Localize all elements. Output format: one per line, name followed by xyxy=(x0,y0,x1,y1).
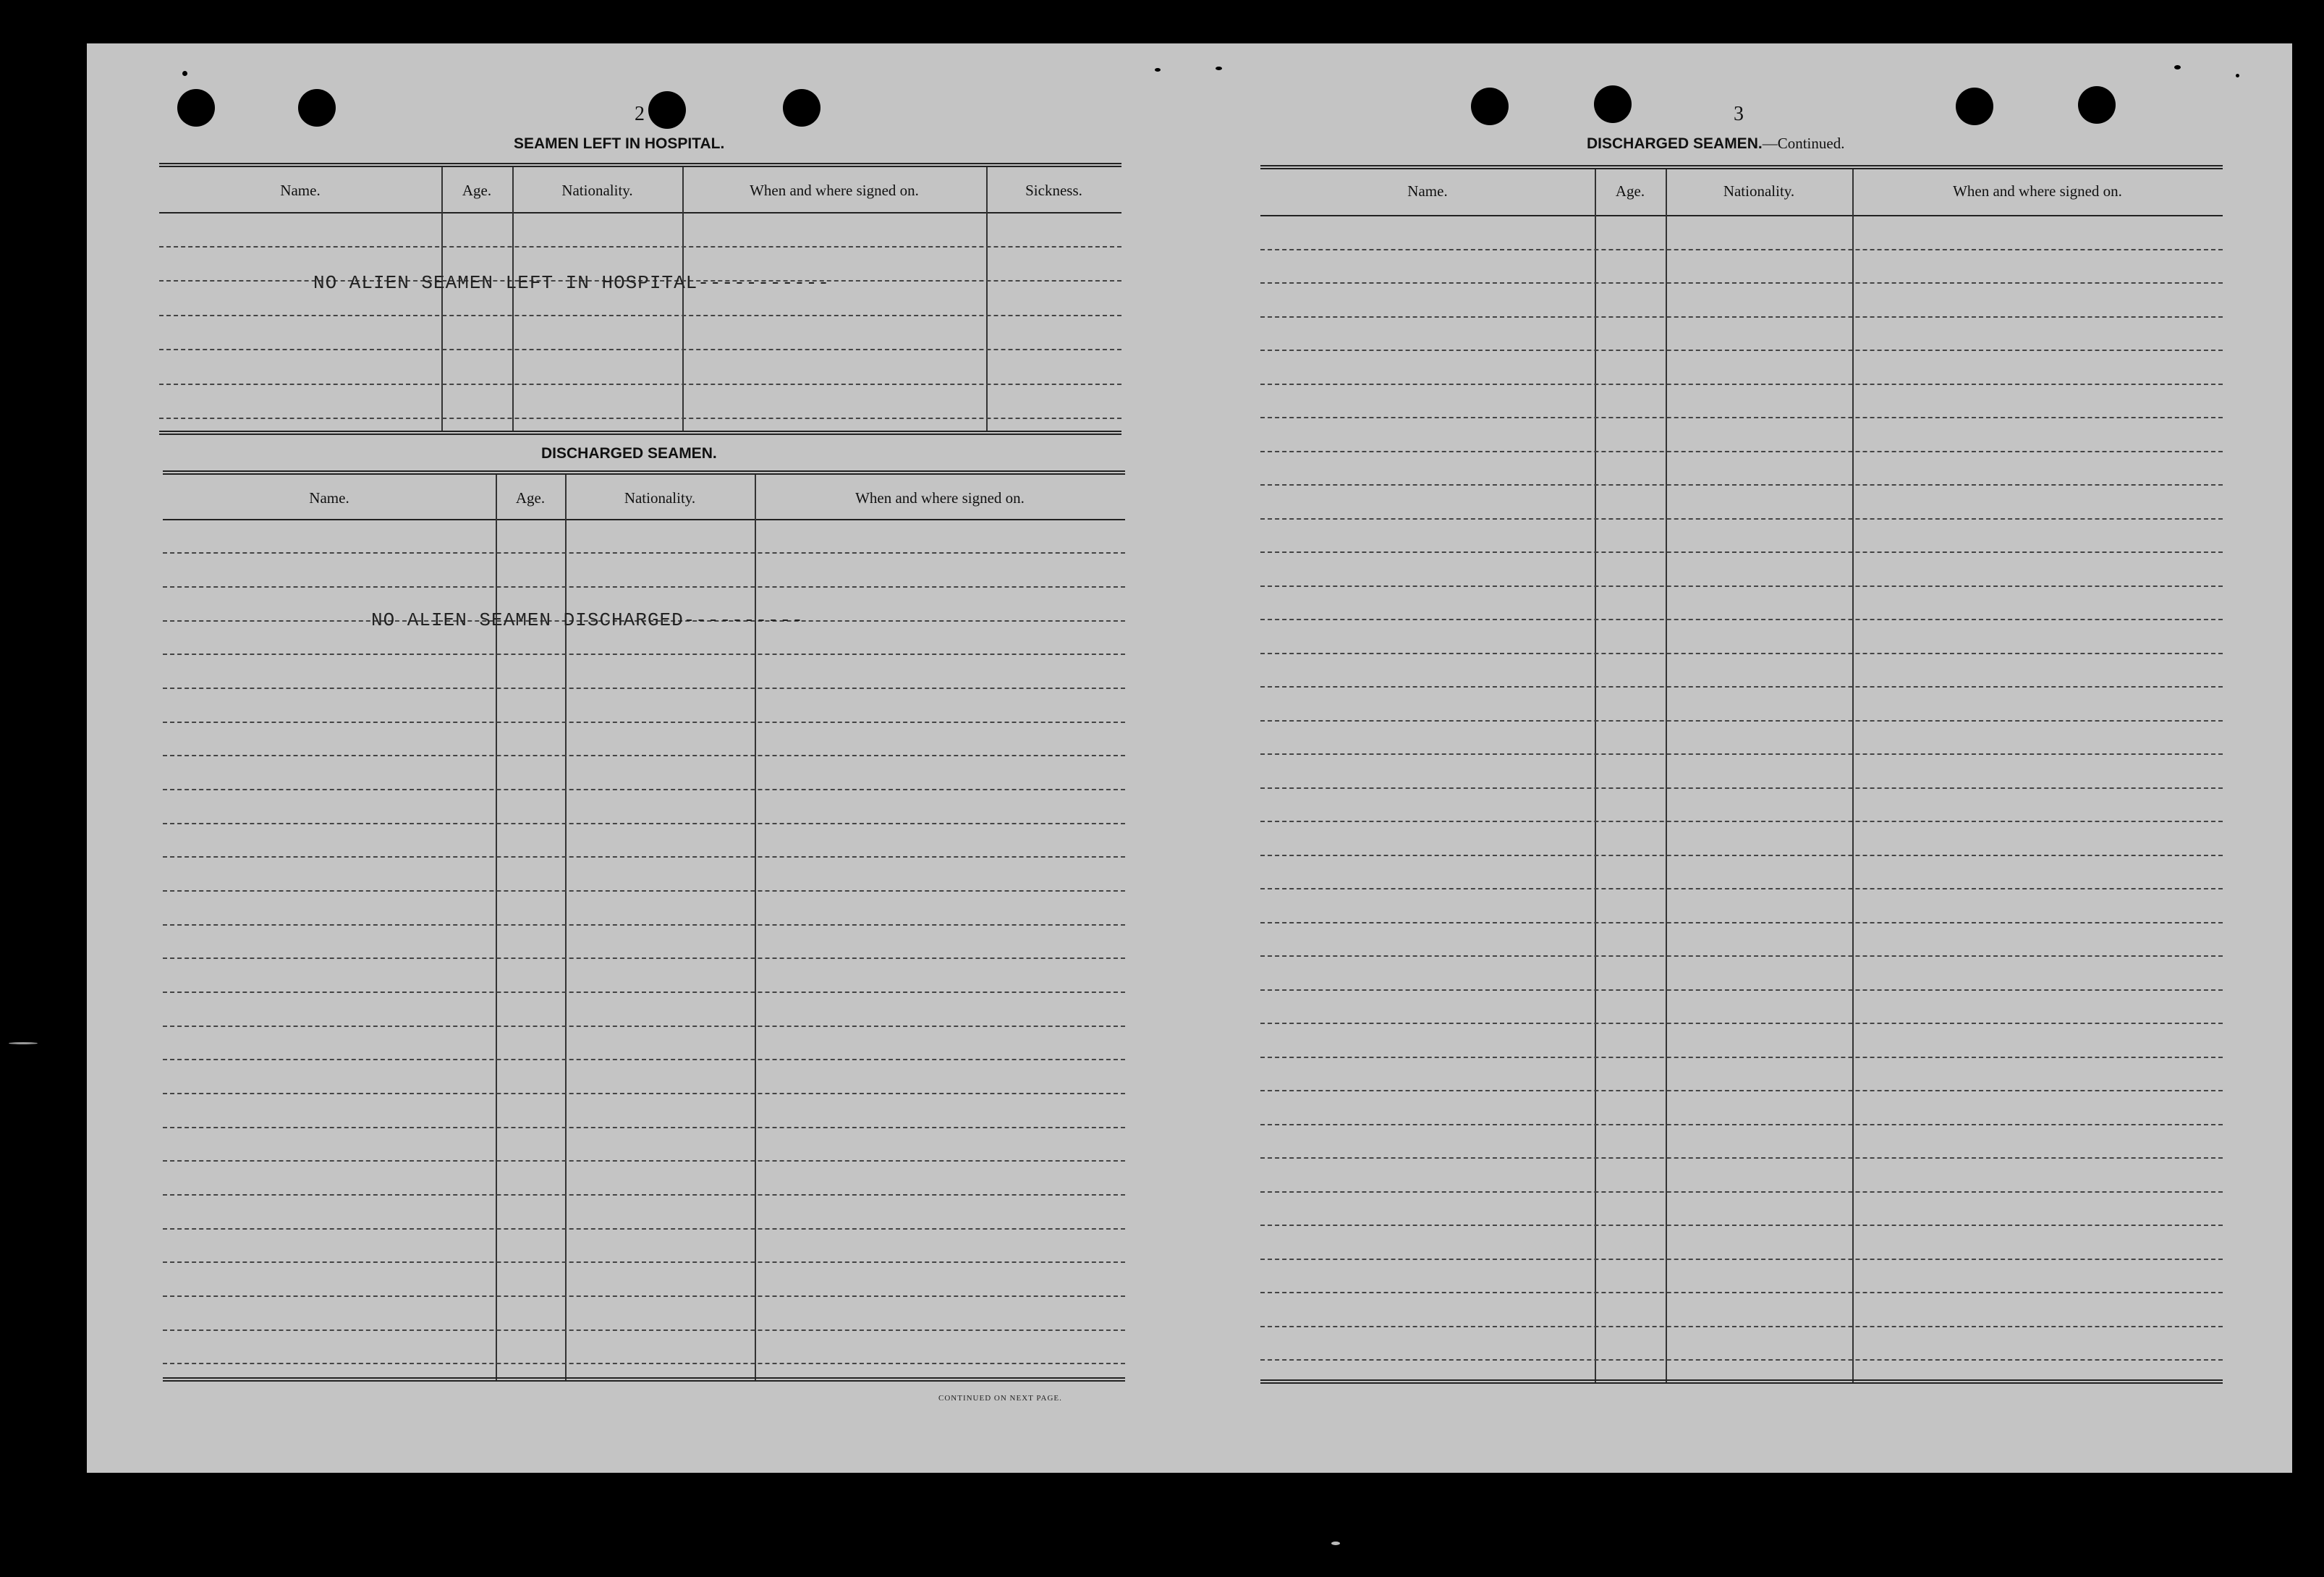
column-header-age: Age. xyxy=(515,489,546,507)
page-number-left: 2 xyxy=(635,103,645,125)
entry-line xyxy=(1260,417,2223,418)
entry-line xyxy=(163,1093,1125,1094)
entry-line xyxy=(1260,821,2223,822)
entry-line xyxy=(163,722,1125,723)
header-bottom-rule xyxy=(159,212,1121,213)
hospital-typed-entry: NO ALIEN SEAMEN LEFT IN HOSPITAL----------- xyxy=(313,272,830,294)
entry-line xyxy=(1260,619,2223,620)
entry-line xyxy=(1260,282,2223,284)
column-header-nationality: Nationality. xyxy=(561,182,633,199)
entry-line xyxy=(1260,888,2223,889)
scan-speck xyxy=(1216,67,1222,70)
entry-line xyxy=(1260,316,2223,318)
scan-speck xyxy=(1155,68,1161,72)
discharged-typed-entry: NO ALIEN SEAMEN DISCHARGED---------- xyxy=(371,609,804,631)
scan-speck xyxy=(2236,74,2239,77)
entry-line xyxy=(163,992,1125,993)
entry-line xyxy=(1260,922,2223,923)
punch-hole xyxy=(1594,85,1632,123)
entry-line xyxy=(163,1160,1125,1162)
continued-note: CONTINUED ON NEXT PAGE. xyxy=(938,1394,1062,1403)
entry-line xyxy=(1260,753,2223,755)
punch-hole xyxy=(177,89,215,127)
punch-hole xyxy=(2078,86,2116,124)
entry-line xyxy=(163,688,1125,689)
title-continued: —Continued. xyxy=(1762,135,1845,152)
hospital-table xyxy=(159,163,1121,438)
column-header-nationality: Nationality. xyxy=(1723,182,1795,200)
entry-line xyxy=(163,1059,1125,1060)
entry-line xyxy=(163,755,1125,756)
entry-line xyxy=(159,349,1121,350)
column-header-age: Age. xyxy=(462,182,492,199)
scan-speck xyxy=(1331,1542,1340,1545)
column-divider xyxy=(1666,169,1667,1382)
scan-speck xyxy=(182,71,187,76)
entry-line xyxy=(1260,1259,2223,1260)
entry-line xyxy=(1260,1292,2223,1293)
punch-hole xyxy=(1956,88,1993,125)
column-divider xyxy=(682,167,684,431)
column-header-sickness: Sickness. xyxy=(1025,182,1082,199)
entry-line xyxy=(163,1228,1125,1230)
column-header-name: Name. xyxy=(1407,182,1448,200)
entry-line xyxy=(1260,551,2223,553)
table-top-rule xyxy=(159,163,1121,167)
entry-line xyxy=(1260,1326,2223,1327)
entry-line xyxy=(1260,855,2223,856)
column-header-signed-on: When and where signed on. xyxy=(1953,182,2122,200)
entry-line xyxy=(1260,1191,2223,1193)
entry-line xyxy=(163,1295,1125,1297)
entry-line xyxy=(159,246,1121,248)
discharged-section-title: DISCHARGED SEAMEN. xyxy=(541,445,717,462)
hospital-section-title: SEAMEN LEFT IN HOSPITAL. xyxy=(514,135,725,152)
title-main: DISCHARGED SEAMEN. xyxy=(1587,135,1763,152)
entry-line xyxy=(163,1194,1125,1196)
column-divider xyxy=(986,167,988,431)
table-top-rule xyxy=(163,470,1125,475)
scan-speck xyxy=(955,29,962,33)
entry-line xyxy=(1260,1359,2223,1361)
punch-hole xyxy=(648,91,686,129)
punch-hole xyxy=(298,89,336,127)
entry-line xyxy=(1260,249,2223,250)
entry-line xyxy=(1260,720,2223,722)
column-header-age: Age. xyxy=(1615,182,1645,200)
entry-line xyxy=(1260,518,2223,520)
column-header-name: Name. xyxy=(309,489,349,507)
entry-line xyxy=(163,1363,1125,1364)
column-header-signed-on: When and where signed on. xyxy=(750,182,919,199)
table-bottom-rule xyxy=(163,1377,1125,1382)
discharged-continued-title xyxy=(1587,135,1844,153)
entry-line xyxy=(163,924,1125,926)
punch-hole xyxy=(1471,88,1509,125)
entry-line xyxy=(1260,955,2223,957)
page-number-right: 3 xyxy=(1734,103,1744,125)
entry-line xyxy=(1260,653,2223,654)
entry-line xyxy=(159,315,1121,316)
entry-line xyxy=(1260,585,2223,587)
entry-line xyxy=(1260,1157,2223,1159)
entry-line xyxy=(159,384,1121,385)
header-bottom-rule xyxy=(163,519,1125,520)
scan-speck xyxy=(2174,65,2181,69)
discharged-table-right xyxy=(1260,165,2223,1388)
column-header-name: Name. xyxy=(280,182,321,199)
column-header-nationality: Nationality. xyxy=(624,489,696,507)
document-sheet xyxy=(87,43,2292,1473)
entry-line xyxy=(1260,787,2223,789)
entry-line xyxy=(1260,484,2223,486)
entry-line xyxy=(163,789,1125,790)
entry-line xyxy=(1260,1124,2223,1125)
entry-line xyxy=(163,1026,1125,1027)
entry-line xyxy=(1260,1225,2223,1226)
entry-line xyxy=(163,1261,1125,1263)
scan-speck xyxy=(9,1042,38,1044)
column-divider xyxy=(1595,169,1596,1382)
column-divider xyxy=(512,167,514,431)
entry-line xyxy=(163,552,1125,554)
table-bottom-rule xyxy=(1260,1379,2223,1384)
entry-line xyxy=(163,1329,1125,1331)
entry-line xyxy=(1260,451,2223,452)
entry-line xyxy=(1260,1057,2223,1058)
entry-line xyxy=(163,890,1125,892)
table-top-rule xyxy=(1260,165,2223,169)
entry-line xyxy=(163,654,1125,655)
entry-line xyxy=(1260,989,2223,991)
entry-line xyxy=(1260,686,2223,688)
entry-line xyxy=(1260,1023,2223,1024)
header-bottom-rule xyxy=(1260,215,2223,216)
discharged-table-left xyxy=(163,470,1125,1386)
entry-line xyxy=(159,418,1121,419)
entry-line xyxy=(1260,350,2223,351)
entry-line xyxy=(163,823,1125,824)
entry-line xyxy=(163,957,1125,959)
entry-line xyxy=(163,1127,1125,1128)
column-header-signed-on: When and where signed on. xyxy=(855,489,1025,507)
column-divider xyxy=(441,167,443,431)
entry-line xyxy=(163,586,1125,588)
entry-line xyxy=(1260,384,2223,385)
entry-line xyxy=(163,856,1125,858)
column-divider xyxy=(1852,169,1854,1382)
table-bottom-rule xyxy=(159,431,1121,435)
punch-hole xyxy=(783,89,820,127)
entry-line xyxy=(1260,1090,2223,1091)
